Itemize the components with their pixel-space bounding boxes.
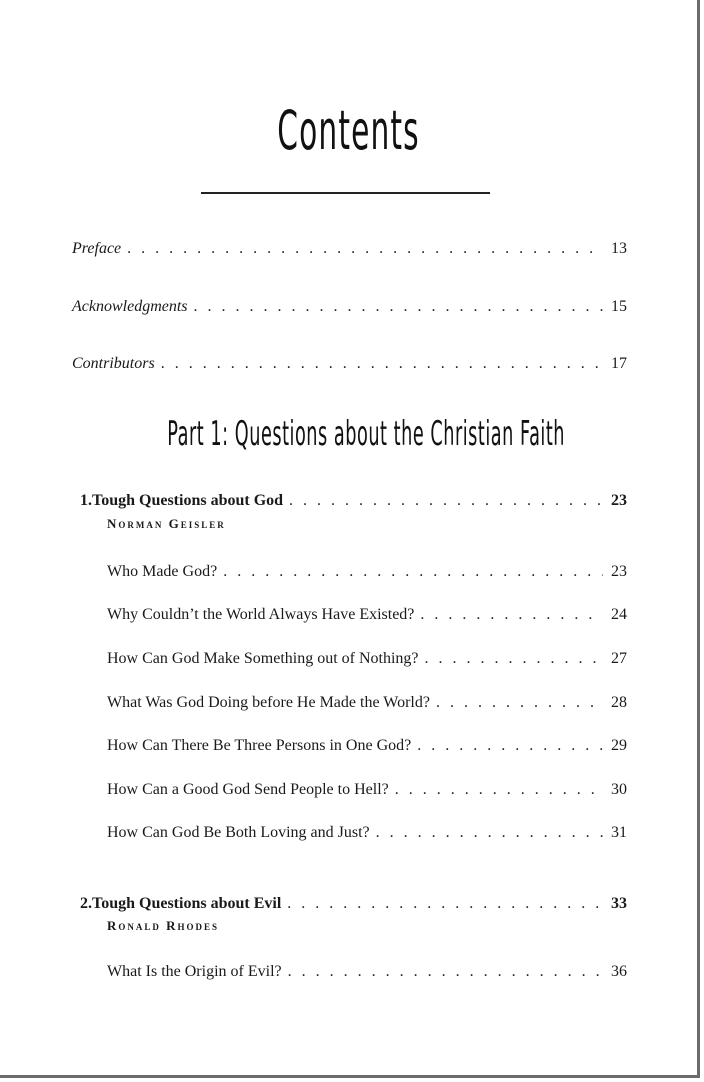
toc-chapter-2: [80, 893, 627, 915]
title-divider: [201, 192, 490, 194]
chapter-author: Ronald Rhodes: [107, 918, 220, 933]
toc-entry-acknowledgments: [72, 296, 627, 318]
section-title: How Can God Make Something out of Nothing?: [107, 650, 419, 667]
dot-leader: [417, 735, 603, 757]
toc-page-number: 23: [611, 492, 627, 509]
toc-section: [107, 735, 627, 757]
toc-page-number: 28: [611, 694, 627, 711]
section-title: How Can God Be Both Loving and Just?: [107, 824, 370, 841]
toc-entry-label: Acknowledgments: [72, 298, 188, 315]
toc-entry-label: Contributors: [72, 355, 155, 372]
dot-leader: [161, 353, 603, 375]
part-heading: Part 1: Questions about the Christian Faith: [167, 414, 566, 454]
chapter-number: 2.: [80, 895, 92, 912]
dot-leader: [395, 779, 603, 801]
dot-leader: [376, 822, 603, 844]
toc-page-number: 27: [611, 650, 627, 667]
page-title: Contents: [277, 99, 420, 162]
chapter-author: Norman Geisler: [107, 516, 226, 531]
section-title: What Was God Doing before He Made the World?: [107, 694, 430, 711]
toc-page-number: 13: [611, 240, 627, 257]
toc-section: [107, 604, 627, 626]
section-title: How Can a Good God Send People to Hell?: [107, 781, 389, 798]
toc-chapter-1: [80, 490, 627, 512]
toc-entry-label: Preface: [72, 240, 122, 257]
toc-page-number: 31: [611, 824, 627, 841]
toc-page-number: 30: [611, 781, 627, 798]
toc-entry-preface: [72, 238, 627, 260]
toc-page-number: 29: [611, 737, 627, 754]
toc-page-number: 36: [611, 963, 627, 980]
chapter-title: Tough Questions about Evil: [92, 895, 282, 912]
toc-page-number: 15: [611, 298, 627, 315]
dot-leader: [425, 648, 603, 670]
dot-leader: [127, 238, 603, 260]
dot-leader: [436, 692, 603, 714]
dot-leader: [288, 961, 603, 983]
toc-section: [107, 779, 627, 801]
toc-page-number: 17: [611, 355, 627, 372]
toc-section: [107, 648, 627, 670]
toc-entry-contributors: [72, 353, 627, 375]
section-title: Why Couldn’t the World Always Have Existed?: [107, 606, 415, 623]
toc-section: [107, 561, 627, 583]
toc-page-number: 33: [611, 895, 627, 912]
chapter-title: Tough Questions about God: [92, 492, 284, 509]
toc-section: [107, 961, 627, 983]
dot-leader: [289, 490, 603, 512]
dot-leader: [420, 604, 603, 626]
section-title: Who Made God?: [107, 563, 218, 580]
section-title: What Is the Origin of Evil?: [107, 963, 282, 980]
toc-page-number: 24: [611, 606, 627, 623]
toc-section: [107, 822, 627, 844]
dot-leader: [223, 561, 603, 583]
chapter-number: 1.: [80, 492, 92, 509]
toc-section: [107, 692, 627, 714]
dot-leader: [194, 296, 603, 318]
dot-leader: [287, 893, 603, 915]
toc-page-number: 23: [611, 563, 627, 580]
section-title: How Can There Be Three Persons in One God?: [107, 737, 412, 754]
